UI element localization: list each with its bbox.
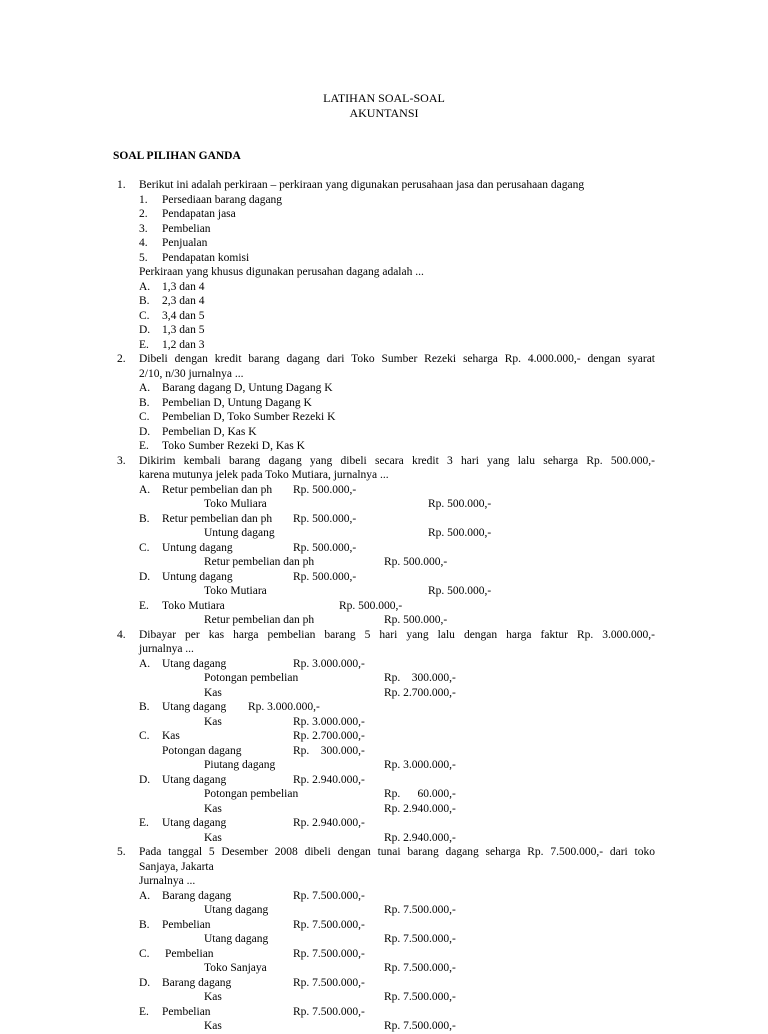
q5-text: Pada tanggal 5 Desember 2008 dibeli dengan tunai barang dagang seharga Rp. 7.500.000,- dari toko (139, 846, 655, 858)
journal-credit: Toko Muliara (204, 498, 267, 510)
option-text: Toko Sumber Rezeki D, Kas K (162, 440, 305, 452)
journal-credit: Kas (204, 991, 222, 1003)
debit-amount: Rp. 7.500.000,- (293, 1006, 365, 1018)
q5-text-cont: Sanjaya, Jakarta (139, 861, 214, 873)
debit-amount: Rp. 500.000,- (293, 542, 357, 554)
q1-item-num: 2. (139, 208, 148, 220)
debit-amount: Rp. 500.000,- (293, 571, 357, 583)
q1-item-num: 3. (139, 223, 148, 235)
q3-text: Dikirim kembali barang dagang yang dibeli secara kredit 3 hari yang lalu seharga Rp. 500.000,- (139, 455, 655, 467)
journal-credit: Potongan pembelian (204, 672, 299, 684)
journal-debit: Utang dagang (162, 774, 227, 786)
option-text: 2,3 dan 4 (162, 295, 205, 307)
option-letter: C. (139, 542, 150, 554)
journal-debit: Potongan dagang (162, 745, 242, 757)
debit-amount: Rp. 500.000,- (293, 513, 357, 525)
q1-item: Pendapatan komisi (162, 252, 250, 264)
credit-amount: Rp. 2.700.000,- (384, 687, 456, 699)
journal-debit: Utang dagang (162, 817, 227, 829)
option-letter: A. (139, 890, 151, 902)
journal-credit: Piutang dagang (204, 759, 276, 771)
option-text: Pembelian D, Kas K (162, 426, 257, 438)
option-letter: C. (139, 411, 150, 423)
option-letter: C. (139, 730, 150, 742)
journal-debit: Utang dagang (162, 658, 227, 670)
credit-amount: Rp. 500.000,- (428, 498, 492, 510)
option-letter: A. (139, 382, 151, 394)
journal-credit: Retur pembelian dan ph (204, 614, 315, 626)
option-letter: D. (139, 324, 151, 336)
option-text: Pembelian D, Untung Dagang K (162, 397, 312, 409)
credit-amount: Rp. 300.000,- (384, 672, 456, 684)
credit-amount: Rp. 500.000,- (428, 585, 492, 597)
option-letter: B. (139, 397, 150, 409)
credit-amount: Rp. 7.500.000,- (384, 933, 456, 945)
journal-credit: Utang dagang (204, 933, 269, 945)
credit-amount: Rp. 7.500.000,- (384, 904, 456, 916)
journal-credit: Kas (204, 716, 222, 728)
q1-number: 1. (117, 179, 126, 191)
option-letter: A. (139, 484, 151, 496)
journal-credit: Retur pembelian dan ph (204, 556, 315, 568)
option-letter: B. (139, 295, 150, 307)
doc-subtitle: AKUNTANSI (349, 106, 419, 120)
journal-debit: Untung dagang (162, 542, 233, 554)
q3-number: 3. (117, 455, 126, 467)
q1-item: Pendapatan jasa (162, 208, 236, 220)
option-text: 1,2 dan 3 (162, 339, 205, 351)
debit-amount: Rp. 7.500.000,- (293, 948, 365, 960)
q1-text: Berikut ini adalah perkiraan – perkiraan yang digunakan perusahaan jasa dan perusahaan dagang (139, 179, 585, 191)
q1-item: Persediaan barang dagang (162, 194, 283, 206)
journal-debit: Untung dagang (162, 571, 233, 583)
debit-amount: Rp. 7.500.000,- (293, 919, 365, 931)
credit-amount: Rp. 3.000.000,- (293, 716, 365, 728)
option-text: 1,3 dan 5 (162, 324, 205, 336)
journal-debit: Retur pembelian dan ph (162, 513, 273, 525)
q2-text-cont: 2/10, n/30 jurnalnya ... (139, 368, 244, 380)
q1-item-num: 5. (139, 252, 148, 264)
q5-number: 5. (117, 846, 126, 858)
credit-amount: Rp. 500.000,- (384, 614, 448, 626)
credit-amount: Rp. 500.000,- (384, 556, 448, 568)
journal-debit: Barang dagang (162, 890, 232, 902)
option-letter: A. (139, 281, 151, 293)
journal-credit: Kas (204, 687, 222, 699)
journal-debit: Retur pembelian dan ph (162, 484, 273, 496)
doc-title: LATIHAN SOAL-SOAL (323, 91, 445, 105)
q2-number: 2. (117, 353, 126, 365)
journal-debit: Kas (162, 730, 180, 742)
journal-debit: Barang dagang (162, 977, 232, 989)
option-letter: E. (139, 339, 149, 351)
section-heading: SOAL PILIHAN GANDA (113, 150, 241, 162)
option-letter: D. (139, 774, 151, 786)
credit-amount: Rp. 7.500.000,- (384, 1020, 456, 1032)
credit-amount: Rp. 500.000,- (428, 527, 492, 539)
journal-debit: Pembelian (165, 948, 214, 960)
option-letter: E. (139, 600, 149, 612)
option-letter: A. (139, 658, 151, 670)
q3-text-cont: karena mutunya jelek pada Toko Mutiara, jurnalnya ... (139, 469, 389, 481)
q2-text: Dibeli dengan kredit barang dagang dari Toko Sumber Rezeki seharga Rp. 4.000.000,- dengan syarat (139, 353, 655, 365)
option-letter: D. (139, 977, 151, 989)
option-letter: D. (139, 426, 151, 438)
option-text: Barang dagang D, Untung Dagang K (162, 382, 333, 394)
q4-number: 4. (117, 629, 126, 641)
option-letter: E. (139, 1006, 149, 1018)
option-letter: B. (139, 513, 150, 525)
debit-amount: Rp. 500.000,- (339, 600, 403, 612)
option-letter: D. (139, 571, 151, 583)
journal-credit: Kas (204, 1020, 222, 1032)
debit-amount: Rp. 500.000,- (293, 484, 357, 496)
debit-amount: Rp. 2.940.000,- (293, 774, 365, 786)
q4-text-cont: jurnalnya ... (139, 643, 194, 655)
q4-text: Dibayar per kas harga pembelian barang 5 hari yang lalu dengan harga faktur Rp. 3.000.000,- (139, 629, 655, 641)
journal-credit: Kas (204, 832, 222, 844)
journal-credit: Kas (204, 803, 222, 815)
credit-amount: Rp. 7.500.000,- (384, 962, 456, 974)
debit-amount: Rp. 2.700.000,- (293, 730, 365, 742)
journal-credit: Toko Sanjaya (204, 962, 267, 974)
debit-amount: Rp. 3.000.000,- (293, 658, 365, 670)
journal-credit: Utang dagang (204, 904, 269, 916)
credit-amount: Rp. 60.000,- (384, 788, 456, 800)
debit-amount: Rp. 7.500.000,- (293, 977, 365, 989)
journal-debit: Toko Mutiara (162, 600, 225, 612)
journal-credit: Untung dagang (204, 527, 275, 539)
option-text: 3,4 dan 5 (162, 310, 205, 322)
debit-amount: Rp. 7.500.000,- (293, 890, 365, 902)
credit-amount: Rp. 3.000.000,- (384, 759, 456, 771)
option-letter: B. (139, 919, 150, 931)
credit-amount: Rp. 2.940.000,- (384, 803, 456, 815)
credit-amount: Rp. 2.940.000,- (384, 832, 456, 844)
q1-ask: Perkiraan yang khusus digunakan perusahan dagang adalah ... (139, 266, 424, 278)
journal-debit: Pembelian (162, 1006, 211, 1018)
option-text: 1,3 dan 4 (162, 281, 205, 293)
journal-debit: Pembelian (162, 919, 211, 931)
journal-debit: Utang dagang (162, 701, 227, 713)
q5-text-cont: Jurnalnya ... (139, 875, 196, 887)
q1-item-num: 4. (139, 237, 148, 249)
option-letter: C. (139, 948, 150, 960)
q1-item: Penjualan (162, 237, 208, 249)
credit-amount: Rp. 7.500.000,- (384, 991, 456, 1003)
option-letter: C. (139, 310, 150, 322)
option-letter: E. (139, 817, 149, 829)
option-text: Pembelian D, Toko Sumber Rezeki K (162, 411, 336, 423)
q1-item: Pembelian (162, 223, 211, 235)
journal-credit: Toko Mutiara (204, 585, 267, 597)
journal-credit: Potongan pembelian (204, 788, 299, 800)
option-letter: B. (139, 701, 150, 713)
q1-item-num: 1. (139, 194, 148, 206)
debit-amount: Rp. 300.000,- (293, 745, 365, 757)
option-letter: E. (139, 440, 149, 452)
debit-amount: Rp. 2.940.000,- (293, 817, 365, 829)
debit-amount: Rp. 3.000.000,- (248, 701, 320, 713)
